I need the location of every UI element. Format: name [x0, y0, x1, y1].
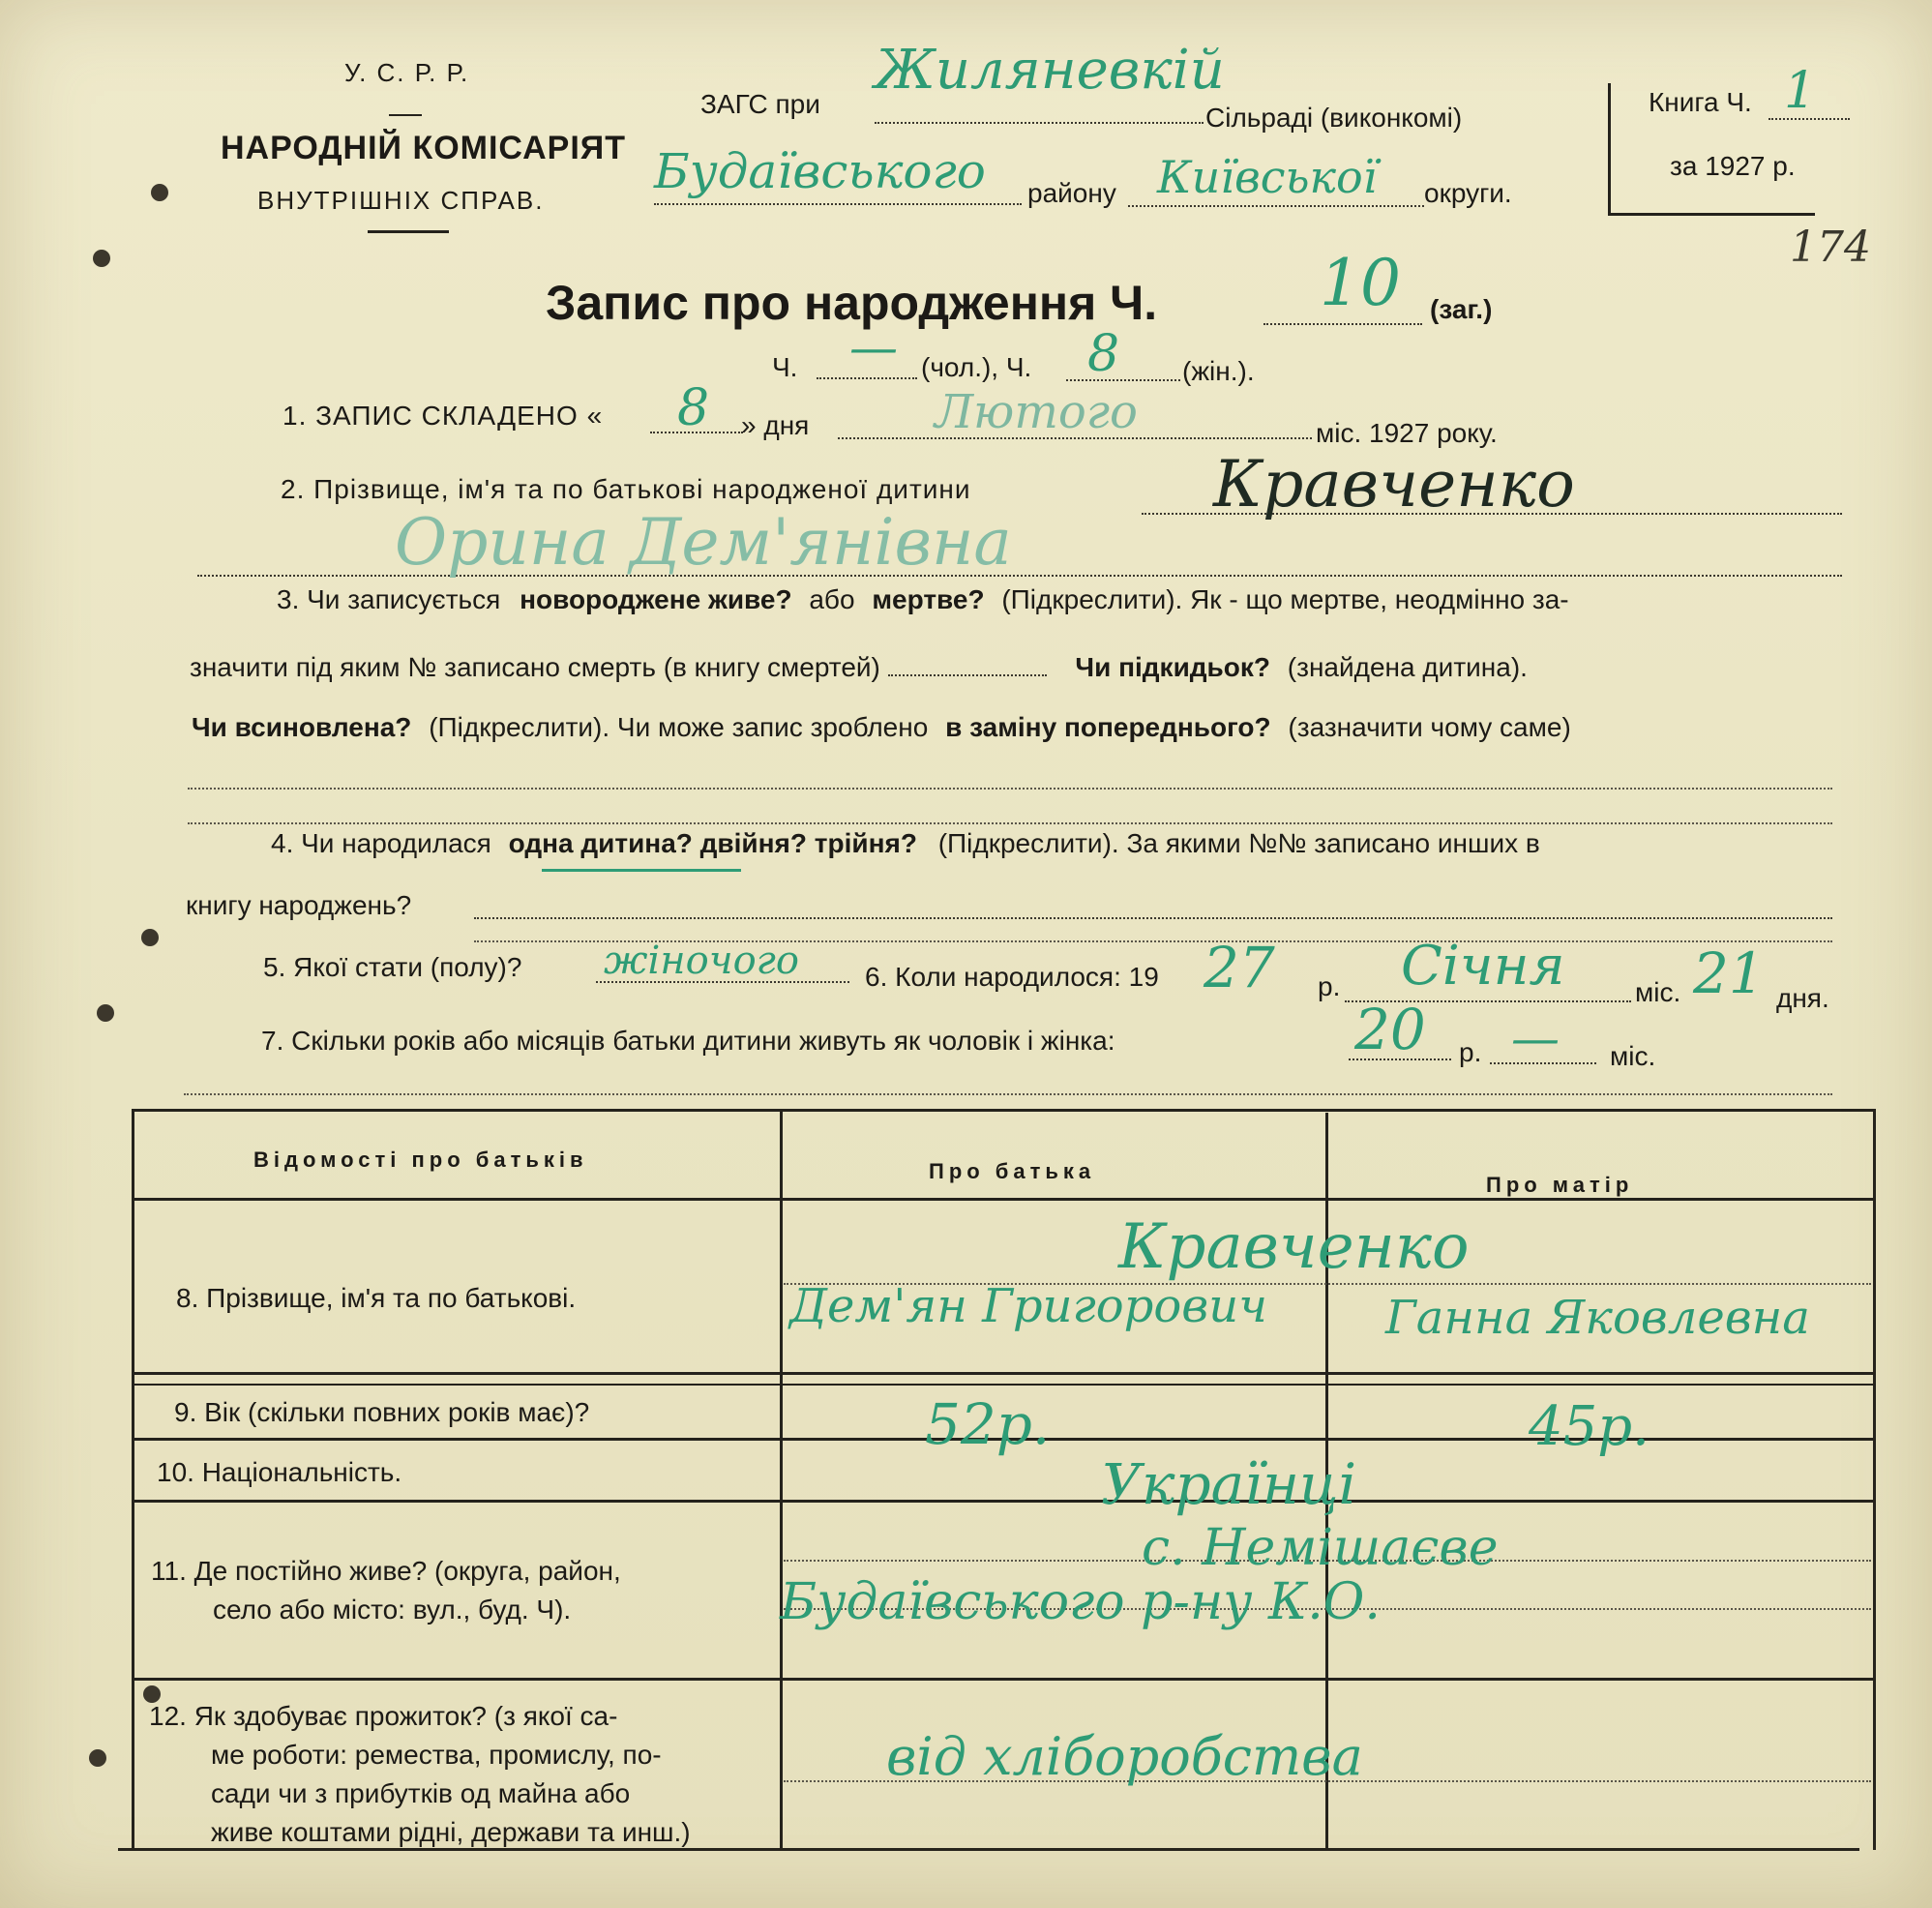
- row10-label: 10. Національність.: [157, 1457, 402, 1487]
- book-number-handwritten: 1: [1784, 62, 1817, 120]
- item3-text: (зазначити чому саме): [1288, 712, 1571, 742]
- residence-line2-handwritten: Будаївського р-ну К.О.: [780, 1573, 1381, 1631]
- item7-years-label: р.: [1459, 1037, 1482, 1067]
- item6-month-label: міс.: [1635, 977, 1681, 1007]
- row12-label-line: сади чи з прибутків од майна або: [211, 1778, 631, 1808]
- book-box-left: [1608, 83, 1611, 215]
- row12-label-line: живе коштами рідні, держави та инш.): [211, 1817, 691, 1847]
- table-row-divider: [134, 1678, 1873, 1681]
- item6-month-handwritten: Січня: [1401, 935, 1565, 998]
- item1-day-handwritten: 8: [677, 379, 710, 437]
- row12-label: [149, 1697, 691, 1852]
- row12-label-line: 12. Як здобуває прожиток? (з якої са-: [149, 1701, 618, 1731]
- item3-text: або: [809, 584, 855, 614]
- council-label: Сільраді (виконкомі): [1205, 103, 1463, 133]
- table-row-divider: [134, 1198, 1873, 1201]
- item3-line3: [192, 712, 1571, 743]
- book-label: Книга Ч.: [1649, 87, 1752, 117]
- ussr-header: У. С. Р. Р.: [344, 58, 470, 87]
- record-title: Запис про народження Ч.: [546, 276, 1158, 330]
- item4-field: [474, 917, 1832, 919]
- item1-day-label: » дня: [741, 410, 810, 440]
- item2-surname-handwritten: Кравченко: [1213, 447, 1575, 522]
- item3-line1: [277, 584, 1569, 615]
- father-name-handwritten: Дем'ян Григорович: [789, 1279, 1267, 1333]
- record-number-handwritten: 10: [1320, 246, 1401, 320]
- okrug-label: округи.: [1424, 178, 1512, 208]
- item3-blank-line: [188, 788, 1832, 790]
- item1-year-label: міс. 1927 року.: [1316, 418, 1498, 448]
- item4-line2: книгу народжень?: [186, 890, 412, 920]
- row8-label: 8. Прізвище, ім'я та по батькові.: [176, 1283, 577, 1313]
- mother-name-handwritten: Ганна Яковлевна: [1385, 1291, 1810, 1345]
- item6-day-label: дня.: [1776, 983, 1829, 1013]
- residence-line1-handwritten: с. Немішаєве: [1142, 1519, 1499, 1577]
- punch-hole: [97, 1004, 114, 1022]
- father-age-handwritten: 52р.: [925, 1391, 1051, 1457]
- item4-line1: [271, 828, 1540, 859]
- occupation-handwritten: від хліборобства: [886, 1726, 1363, 1787]
- header-divider: [389, 114, 422, 116]
- item3-text: (знайдена дитина).: [1287, 652, 1528, 682]
- item2-label: 2. Прізвище, ім'я та по батькові народженої дитини: [281, 474, 971, 504]
- punch-hole: [141, 929, 159, 946]
- punch-hole: [89, 1749, 106, 1767]
- table-col-divider: [780, 1111, 783, 1848]
- item4-underline-handwritten: [542, 869, 741, 872]
- female-count-label: (жін.).: [1182, 356, 1255, 386]
- row11-label-line: село або місто: вул., буд. Ч).: [213, 1595, 572, 1625]
- item3-text: значити під яким № записано смерть (в книгу смертей): [190, 652, 880, 682]
- zags-prefix: ЗАГС при: [700, 89, 820, 119]
- table-header-father: Про батька: [929, 1159, 1096, 1183]
- item3-line2: [190, 652, 1528, 683]
- nationality-handwritten: Українці: [1101, 1451, 1357, 1517]
- item7-years-field: [1349, 1058, 1451, 1060]
- village-field: [875, 122, 1204, 124]
- table-top-border: [134, 1109, 1875, 1112]
- female-count-handwritten: 8: [1087, 325, 1120, 383]
- item5-sex-handwritten: жіночого: [604, 939, 799, 983]
- item4-text: (Підкреслити). За якими №№ записано инших в: [937, 828, 1540, 858]
- item3-blank-line: [188, 822, 1832, 824]
- parents-surname-handwritten: Кравченко: [1118, 1211, 1470, 1283]
- archive-number-handwritten: 174: [1790, 223, 1871, 272]
- row12-label-line: ме роботи: ремества, промислу, по-: [211, 1740, 662, 1770]
- female-count-field: [1066, 379, 1180, 381]
- table-header-mother: Про матір: [1486, 1173, 1634, 1197]
- item6-year-handwritten: 27: [1204, 935, 1275, 1000]
- table-header-info: Відомості про батьків: [253, 1148, 588, 1172]
- table-right-border: [1873, 1109, 1876, 1850]
- book-box-bottom: [1608, 213, 1815, 216]
- item3-foundling-option: Чи підкидьок?: [1075, 652, 1270, 682]
- table-row-divider: [134, 1372, 1873, 1375]
- header-divider: [368, 230, 449, 233]
- male-count-handwritten: —: [849, 319, 898, 375]
- book-year: за 1927 р.: [1670, 151, 1796, 181]
- record-number-field: [1263, 323, 1422, 325]
- item7-months-label: міс.: [1610, 1041, 1656, 1071]
- district-handwritten: Будаївського: [654, 143, 986, 199]
- item5-label: 5. Якої стати (полу)?: [263, 952, 522, 982]
- district-label: району: [1027, 178, 1116, 208]
- okrug-handwritten: Київської: [1157, 151, 1378, 203]
- commissariat-title: НАРОДНІЙ КОМІСАРІЯТ: [221, 130, 626, 166]
- item3-replacement-option: в заміну попереднього?: [945, 712, 1271, 742]
- table-row-divider: [134, 1384, 1873, 1386]
- table-left-border: [132, 1109, 134, 1850]
- item3-alive-option: новороджене живе?: [520, 584, 792, 614]
- commissariat-subtitle: ВНУТРІШНІХ СПРАВ.: [257, 186, 545, 215]
- item3-adopted-option: Чи всиновлена?: [192, 712, 412, 742]
- district-field: [654, 203, 1022, 205]
- row9-label: 9. Вік (скільки повних років має)?: [174, 1397, 590, 1427]
- item2-name-handwritten: Орина Дем'янівна: [395, 505, 1012, 580]
- item3-text: (Підкреслити). Як - що мертве, неодмінно за-: [1001, 584, 1569, 614]
- male-count-field: [817, 377, 917, 379]
- item3-dead-option: мертве?: [872, 584, 985, 614]
- male-count-label: (чол.), Ч.: [921, 352, 1032, 382]
- item6-year-suffix: р.: [1318, 971, 1341, 1001]
- book-number-field: [1769, 118, 1850, 120]
- male-count-prefix: Ч.: [772, 352, 798, 382]
- table-row-divider: [134, 1500, 1873, 1503]
- record-total-label: (заг.): [1430, 294, 1493, 324]
- row11-label-line: 11. Де постійно живе? (округа, район,: [151, 1556, 621, 1586]
- item7-years-handwritten: 20: [1354, 997, 1426, 1062]
- item7-label: 7. Скільки років або місяців батьки дитини живуть як чоловік і жінка:: [261, 1026, 1115, 1056]
- okrug-field: [1128, 205, 1424, 207]
- item3-text: 3. Чи записується: [277, 584, 501, 614]
- item3-text: (Підкреслити). Чи може запис зроблено: [429, 712, 929, 742]
- item1-label: 1. ЗАПИС СКЛАДЕНО «: [282, 401, 604, 431]
- row11-label: [151, 1552, 621, 1629]
- item1-month-handwritten: Лютого: [935, 385, 1138, 439]
- item7-months-handwritten: —: [1511, 1010, 1560, 1066]
- punch-hole: [93, 250, 110, 267]
- item7-blank-line: [184, 1093, 1832, 1095]
- item6-label: 6. Коли народилося: 19: [865, 962, 1159, 992]
- item6-day-handwritten: 21: [1693, 940, 1765, 1006]
- mother-age-handwritten: 45р.: [1529, 1395, 1650, 1458]
- punch-hole: [151, 184, 168, 201]
- village-handwritten: Жиляневкій: [875, 39, 1225, 102]
- item4-options: одна дитина? двійня? трійня?: [508, 828, 917, 858]
- item4-text: 4. Чи народилася: [271, 828, 491, 858]
